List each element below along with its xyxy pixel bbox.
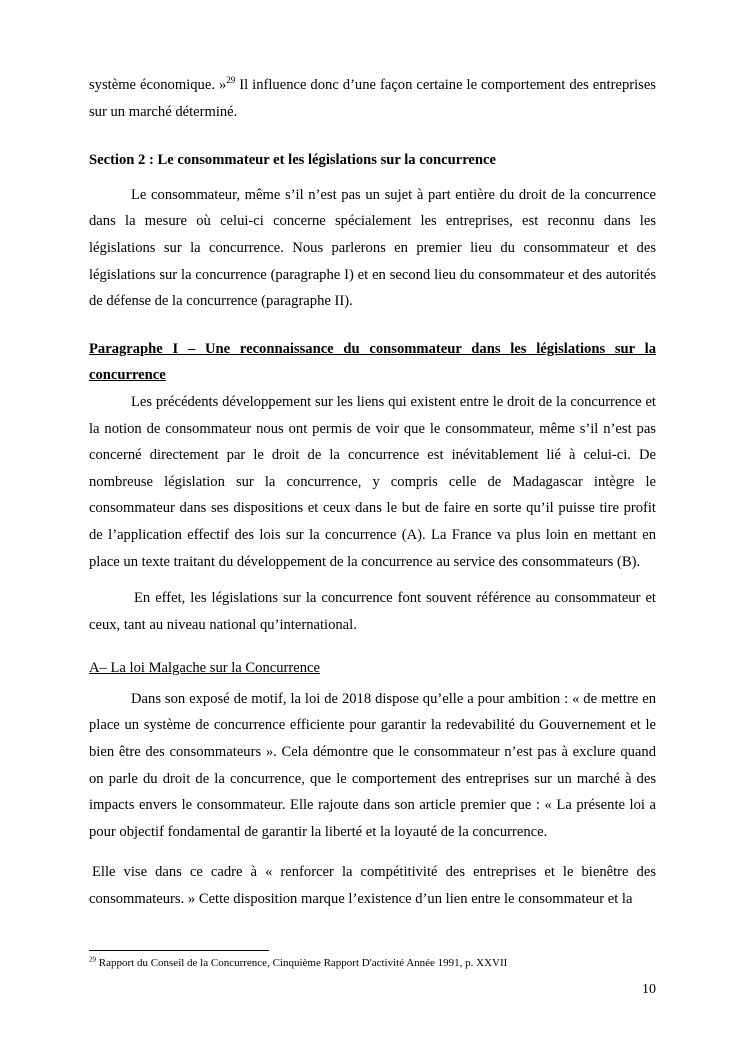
intro-text: système économique. » [89,77,227,93]
section-heading: Section 2 : Le consommateur et les législations sur la concurrence [89,152,496,169]
page-number: 10 [642,982,656,997]
intro-rest: Il influence donc d’une façon certaine le comportement des entreprises sur un marché déterminé. [89,77,656,120]
paragraph-expose-motif: Dans son exposé de motif, la loi de 2018 dispose qu’elle a pour ambition : « de mettre en place un système de concurrence efficiente pour garantir la redevabilité du Gouvernement et le bien être des consommateurs ». Cela démontre que le consommateur n’est pas à exclure quand on parle du droit de la concurrence, que le comportement des entreprises sur un marché à des impacts envers le consommateur. Elle rajoute dans son article premier que : « La présente loi a pour objectif fondamental de garantir la liberté et la loyauté de la concurrence. [89,690,656,840]
footnote-ref[interactable]: 29 [226,75,236,86]
footnote-number: 29 [89,955,96,964]
footnote-separator [89,950,269,951]
subheading-a: A– La loi Malgache sur la Concurrence [89,660,320,677]
paragraph-heading: Paragraphe I – Une reconnaissance du consommateur dans les législations sur la concurrence [89,340,656,384]
paragraph-elle-vise: Elle vise dans ce cadre à « renforcer la compétitivité des entreprises et le bienêtre des consommateurs. » Cette disposition marque l’existence d’un lien entre le consommateur et la [89,864,656,908]
paragraph-en-effet: En effet, les législations sur la concurrence font souvent référence au consommateur et ceux, tant au niveau national qu’international. [89,590,656,633]
footnote-text: Rapport du Conseil de la Concurrence, Cinquième Rapport D'activité Année 1991, p. XXVII [96,957,508,969]
page-body [89,72,656,913]
footnote [89,956,656,970]
paragraph-intro [89,72,656,125]
paragraph-section-intro: Le consommateur, même s’il n’est pas un sujet à part entière du droit de la concurrence dans la mesure où celui-ci concerne spécialement les entreprises, est reconnu dans les législations sur la concurrence. Nous parlerons en premier lieu du consommateur et des législations sur la concurrence (paragraphe I) et en second lieu du consommateur et des autorités de défense de la concurrence (paragraphe II). [89,186,656,310]
paragraph-developments: Les précédents développement sur les liens qui existent entre le droit de la concurrence et la notion de consommateur nous ont permis de voir que le consommateur, même s’il n’est pas concerné directement par le droit de la concurrence est inévitablement lié à celui-ci. De nombreuse législation sur la concurrence, y compris celle de Madagascar intègre le consommateur dans ses dispositions et ceux dans le but de faire en sorte qu’il puisse tire profit de l’application effectif des lois sur la concurrence (A). La France va plus loin en mettant en place un texte traitant du développement de la concurrence au service des consommateurs (B). [89,393,656,570]
